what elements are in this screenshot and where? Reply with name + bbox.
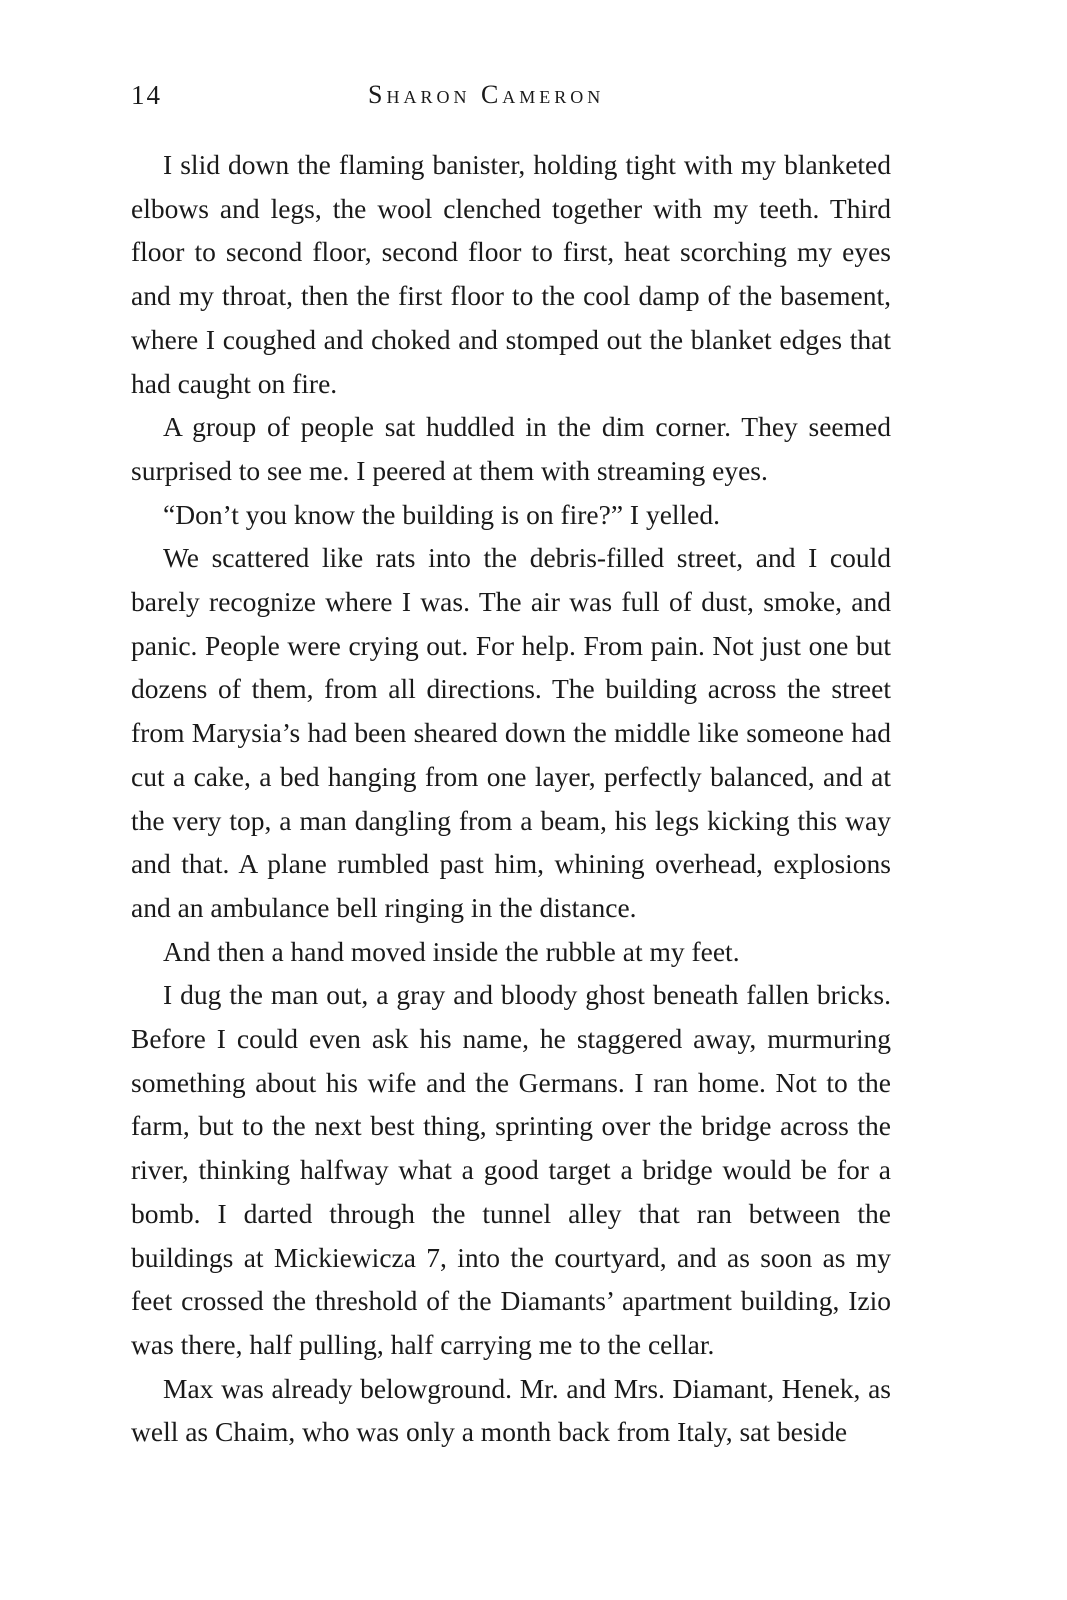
paragraph: Max was already belowground. Mr. and Mrs. Diamant, Henek, as well as Chaim, who was only a month back from Italy, sat beside	[131, 1372, 891, 1448]
author-name: Sharon Cameron	[368, 80, 605, 109]
paragraph: I dug the man out, a gray and bloody ghost beneath fallen bricks. Before I could even ask his name, he staggered away, murmuring something about his wife and the Germans. I ran home. Not to the farm, but to the next best thing, sprinting over the bridge across the river, thinking halfway what a good target a bridge would be for a bomb. I darted through the tunnel alley that ran between the buildings at Mickiewicza 7, into the courtyard, and as soon as my feet crossed the threshold of the Diamants’ apartment building, Izio was there, half pulling, half carrying me to the cellar.	[131, 979, 891, 1360]
body-text	[131, 143, 891, 1454]
paragraph: We scattered like rats into the debris-filled street, and I could barely recognize where I was. The air was full of dust, smoke, and panic. People were crying out. For help. From pain. Not just one but dozens of them, from all directions. The building across the street from Marysia’s had been sheared down the middle like someone had cut a cake, a bed hanging from one layer, perfectly balanced, and at the very top, a man dangling from a beam, his legs kicking this way and that. A plane rumbled past him, whining overhead, explosions and an ambulance bell ringing in the distance.	[131, 542, 891, 923]
page-number: 14	[131, 80, 162, 110]
paragraph: I slid down the flaming banister, holding tight with my blanketed elbows and legs, the wool clenched together with my teeth. Third floor to second floor, second floor to first, heat scorching my eyes and my throat, then the first floor to the cool damp of the basement, where I coughed and choked and stomped out the blanket edges that had caught on fire.	[131, 149, 891, 399]
paragraph: And then a hand moved inside the rubble at my feet.	[163, 935, 740, 967]
running-head	[131, 78, 891, 112]
paragraph: “Don’t you know the building is on fire?” I yelled.	[163, 498, 721, 530]
paragraph: A group of people sat huddled in the dim corner. They seemed surprised to see me. I peered at them with streaming eyes.	[131, 411, 891, 486]
